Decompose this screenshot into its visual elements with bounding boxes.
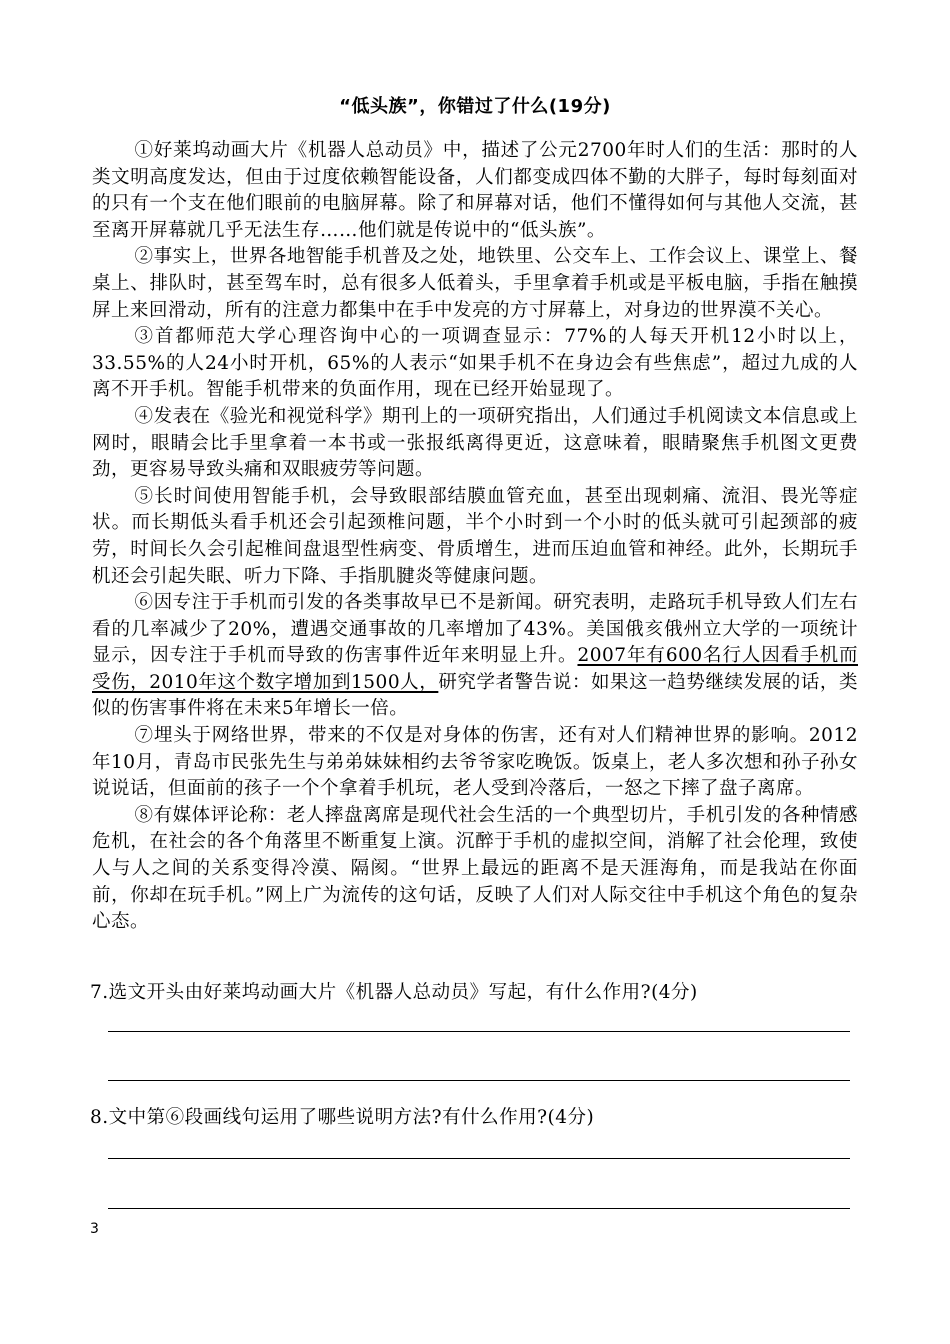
answer-line-8b[interactable] xyxy=(108,1208,850,1209)
question-8: 8.文中第⑥段画线句运用了哪些说明方法?有什么作用?(4分) xyxy=(90,1107,595,1128)
article-title: “低头族”，你错过了什么(19分) xyxy=(339,96,611,117)
paragraph-1: ①好莱坞动画大片《机器人总动员》中，描述了公元2700年时人们的生活：那时的人类文明高度发达，但由于过度依赖智能设备，人们都变成四体不勤的大胖子，每时每刻面对的只有一个支在他们眼前的电脑屏幕。除了和屏幕对话，他们不懂得如何与其他人交流，甚至离开屏幕就几乎无法生存……他们就是传说中的“低头族”。 xyxy=(92,140,858,241)
answer-line-7b[interactable] xyxy=(108,1080,850,1081)
question-7: 7.选文开头由好莱坞动画大片《机器人总动员》写起，有什么作用?(4分) xyxy=(90,982,698,1003)
paragraph-6 xyxy=(92,590,858,723)
paragraph-4: ④发表在《验光和视觉科学》期刊上的一项研究指出，人们通过手机阅读文本信息或上网时，眼睛会比手里拿着一本书或一张报纸离得更近，这意味着，眼睛聚焦手机图文更费劲，更容易导致头痛和双眼疲劳等问题。 xyxy=(92,405,858,481)
paragraph-8: ⑧有媒体评论称：老人摔盘离席是现代社会生活的一个典型切片，手机引发的各种情感危机，在社会的各个角落里不断重复上演。沉醉于手机的虚拟空间，消解了社会伦理，致使人与人之间的关系变得冷漠、隔阂。“世界上最远的距离不是天涯海角，而是我站在你面前，你却在玩手机。”网上广为流传的这句话，反映了人们对人际交往中手机这个角色的复杂心态。 xyxy=(92,804,858,933)
underlined-sentence: 2007年有600名行人因看手机而受伤，2010年这个数字增加到1500人， xyxy=(92,645,858,693)
paragraph-2: ②事实上，世界各地智能手机普及之处，地铁里、公交车上、工作会议上、课堂上、餐桌上、排队时，甚至驾车时，总有很多人低着头，手里拿着手机或是平板电脑，手指在触摸屏上来回滑动，所有的注意力都集中在手中发亮的方寸屏幕上，对身边的世界漠不关心。 xyxy=(92,246,858,321)
paragraph-5: ⑤长时间使用智能手机，会导致眼部结膜血管充血，甚至出现刺痛、流泪、畏光等症状。而长期低头看手机还会引起颈椎问题，半个小时到一个小时的低头就可引起颈部的疲劳，时间长久会引起椎间盘退型性病变、骨质增生，进而压迫血管和神经。此外，长期玩手机还会引起失眠、听力下降、手指肌腱炎等健康问题。 xyxy=(92,485,858,587)
paragraph-6-text: ⑥因专注于手机而引发的各类事故早已不是新闻。研究表明，走路玩手机导致人们左右看的几率减少了20%，遭遇交通事故的几率增加了43%。美国俄亥俄州立大学的一项统计显示，因专注于手机而导致的伤害事件近年来明显上升。 xyxy=(92,592,858,667)
paragraph-7: ⑦埋头于网络世界，带来的不仅是对身体的伤害，还有对人们精神世界的影响。2012年10月，青岛市民张先生与弟弟妹妹相约去爷爷家吃晚饭。饭桌上，老人多次想和孙子孙女说说话，但面前的孩子一个个拿着手机玩，老人受到冷落后，一怒之下摔了盘子离席。 xyxy=(92,725,858,800)
page-number: 3 xyxy=(90,1221,99,1237)
paragraph-3: ③首都师范大学心理咨询中心的一项调查显示：77%的人每天开机12小时以上，33.55%的人24小时开机，65%的人表示“如果手机不在身边会有些焦虑”，超过九成的人离不开手机。智能手机带来的负面作用，现在已经开始显现了。 xyxy=(92,326,858,401)
answer-line-7a[interactable] xyxy=(108,1031,850,1032)
article-body xyxy=(92,138,858,936)
answer-line-8a[interactable] xyxy=(108,1158,850,1159)
paragraph-6-text-end: 研究学者警告说：如果这一趋势继续发展的话，类似的伤害事件将在未来5年增长一倍。 xyxy=(92,671,858,720)
